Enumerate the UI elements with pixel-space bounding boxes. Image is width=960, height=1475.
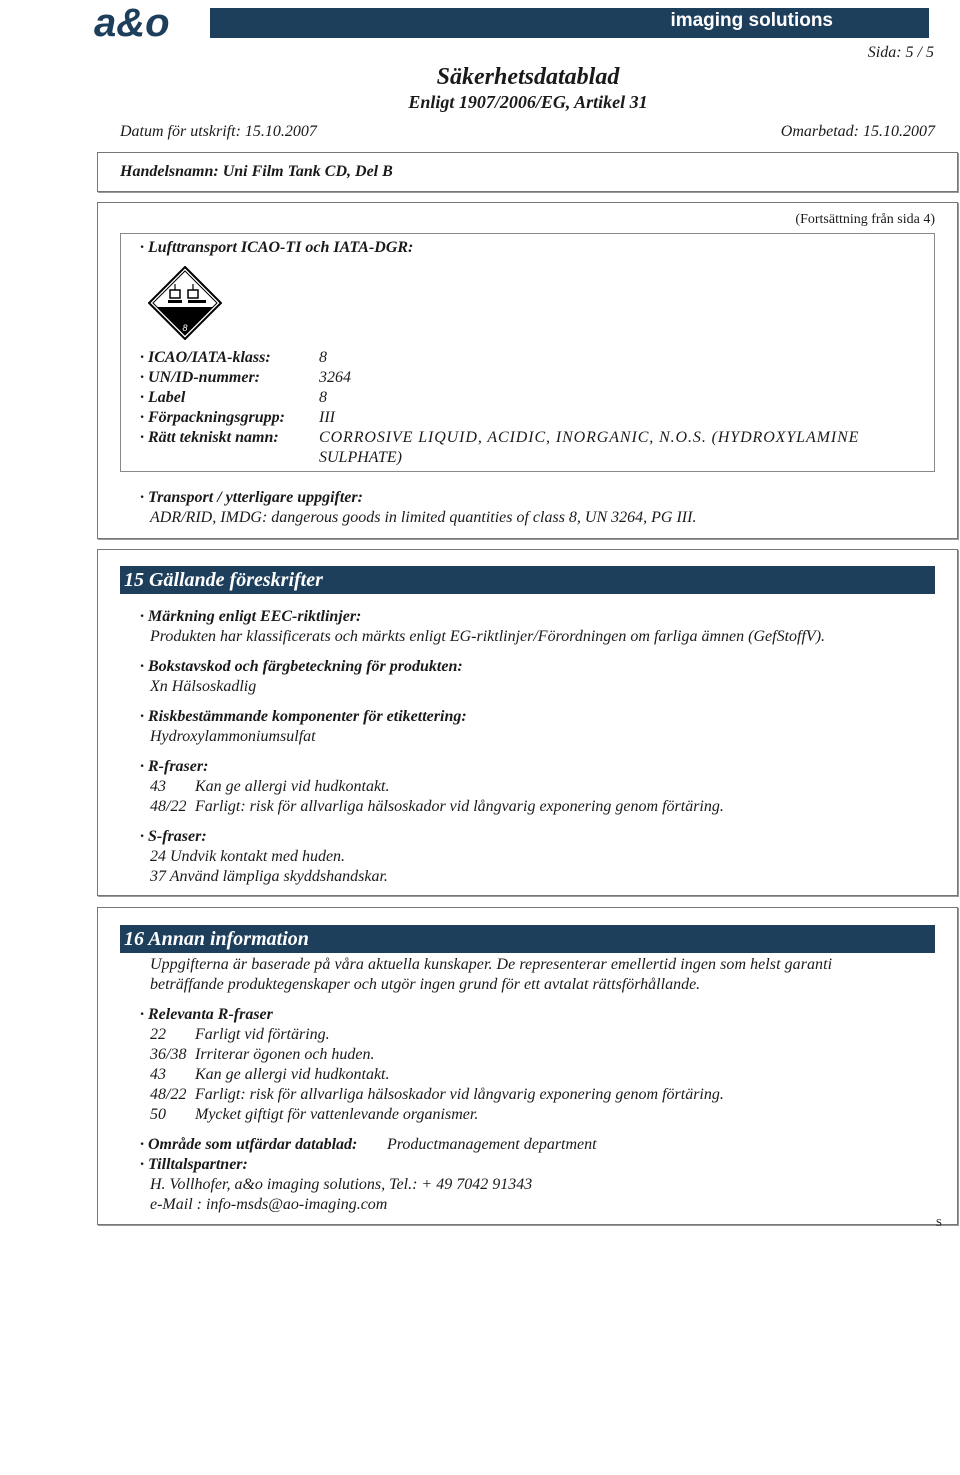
eec-labelling-label: · Märkning enligt EEC-riktlinjer: xyxy=(140,608,362,625)
end-mark: S xyxy=(935,1217,942,1229)
hazard-class-number: 8 xyxy=(182,323,188,333)
print-date: Datum för utskrift: 15.10.2007 xyxy=(120,123,317,140)
label-label: · Label xyxy=(140,389,186,406)
s-phrase-item: 24 Undvik kontakt med huden. xyxy=(150,848,346,865)
icao-class-value: 8 xyxy=(319,349,327,366)
issuer-value: Productmanagement department xyxy=(387,1136,597,1153)
letter-code-label: · Bokstavskod och färgbeteckning för produkten: xyxy=(140,658,463,675)
document-title: Säkerhetsdatablad xyxy=(436,64,620,90)
r-phrase-text: Irriterar ögonen och huden. xyxy=(195,1046,375,1063)
r-phrase-code: 43 xyxy=(150,1066,166,1083)
document-subtitle: Enligt 1907/2006/EG, Artikel 31 xyxy=(408,92,648,112)
eec-labelling-text: Produkten har klassificerats och märkts enligt EG-riktlinjer/Förordningen om farliga ämnen (GefStoffV). xyxy=(150,628,826,645)
revised-date: Omarbetad: 15.10.2007 xyxy=(780,123,935,140)
r-phrase-code: 50 xyxy=(150,1106,166,1123)
disclaimer-line-2: beträffande produktegenskaper och utgör ingen grund för ett avtalat rättsförhållande. xyxy=(150,976,701,993)
s-phrases-label: · S-fraser: xyxy=(140,828,207,845)
s-phrase-item: 37 Använd lämpliga skyddshandskar. xyxy=(150,868,388,885)
r-phrase-text: Kan ge allergi vid hudkontakt. xyxy=(195,778,390,795)
disclaimer-line-1: Uppgifterna är baserade på våra aktuella kunskaper. De representerar emellertid ingen som helst garanti xyxy=(150,956,833,973)
un-number-value: 3264 xyxy=(319,369,351,386)
contact-line-1: H. Vollhofer, a&o imaging solutions, Tel.: + 49 7042 91343 xyxy=(150,1176,533,1193)
un-number-label: · UN/ID-nummer: xyxy=(140,369,261,386)
r-phrase-text: Kan ge allergi vid hudkontakt. xyxy=(195,1066,390,1083)
brand-text: imaging solutions xyxy=(670,10,833,31)
technical-name-label: · Rätt tekniskt namn: xyxy=(140,429,279,446)
air-transport-title: · Lufttransport ICAO-TI och IATA-DGR: xyxy=(140,239,414,256)
risk-components-label: · Riskbestämmande komponenter för etikettering: xyxy=(140,708,467,725)
packing-group-value: III xyxy=(319,409,335,426)
r-phrase-text: Farligt: risk för allvarliga hälsoskador vid långvarig exponering genom förtäring. xyxy=(195,1086,724,1103)
r-phrases-label: · R-fraser: xyxy=(140,758,209,775)
packing-group-label: · Förpackningsgrupp: xyxy=(140,409,285,426)
technical-name-value: CORROSIVE LIQUID, ACIDIC, INORGANIC, N.O.S. (HYDROXYLAMINE xyxy=(319,429,860,446)
issuer-label: · Område som utfärdar datablad: xyxy=(140,1136,358,1153)
technical-name-value-cont: SULPHATE) xyxy=(319,449,402,466)
corrosive-hazard-icon xyxy=(148,266,222,340)
contact-label: · Tilltalspartner: xyxy=(140,1156,248,1173)
section-16-title: 16 Annan information xyxy=(120,925,935,953)
contact-email[interactable]: e-Mail : info-msds@ao-imaging.com xyxy=(150,1196,388,1213)
transport-info-text: ADR/RID, IMDG: dangerous goods in limited quantities of class 8, UN 3264, PG III. xyxy=(150,509,697,526)
page-number: Sida: 5 / 5 xyxy=(867,44,934,61)
r-phrase-code: 48/22 xyxy=(150,1086,187,1103)
letter-code-text: Xn Hälsoskadlig xyxy=(150,678,257,695)
continuation-note: (Fortsättning från sida 4) xyxy=(795,212,935,227)
transport-info-label: · Transport / ytterligare uppgifter: xyxy=(140,489,363,506)
relevant-r-phrases-label: · Relevanta R-fraser xyxy=(140,1006,273,1023)
trade-name: Handelsnamn: Uni Film Tank CD, Del B xyxy=(120,163,393,180)
r-phrase-text: Mycket giftigt för vattenlevande organismer. xyxy=(195,1106,479,1123)
r-phrase-code: 48/22 xyxy=(150,798,187,815)
logo-text: a&o xyxy=(94,4,170,42)
header-bar xyxy=(205,8,929,38)
company-logo xyxy=(92,4,210,42)
icao-class-label: · ICAO/IATA-klass: xyxy=(140,349,271,366)
label-value: 8 xyxy=(319,389,327,406)
r-phrase-code: 36/38 xyxy=(150,1046,187,1063)
r-phrase-code: 22 xyxy=(150,1026,166,1043)
r-phrase-text: Farligt vid förtäring. xyxy=(195,1026,330,1043)
r-phrase-text: Farligt: risk för allvarliga hälsoskador vid långvarig exponering genom förtäring. xyxy=(195,798,724,815)
section-15-title: 15 Gällande föreskrifter xyxy=(120,566,935,594)
risk-components-text: Hydroxylammoniumsulfat xyxy=(150,728,316,745)
r-phrase-code: 43 xyxy=(150,778,166,795)
